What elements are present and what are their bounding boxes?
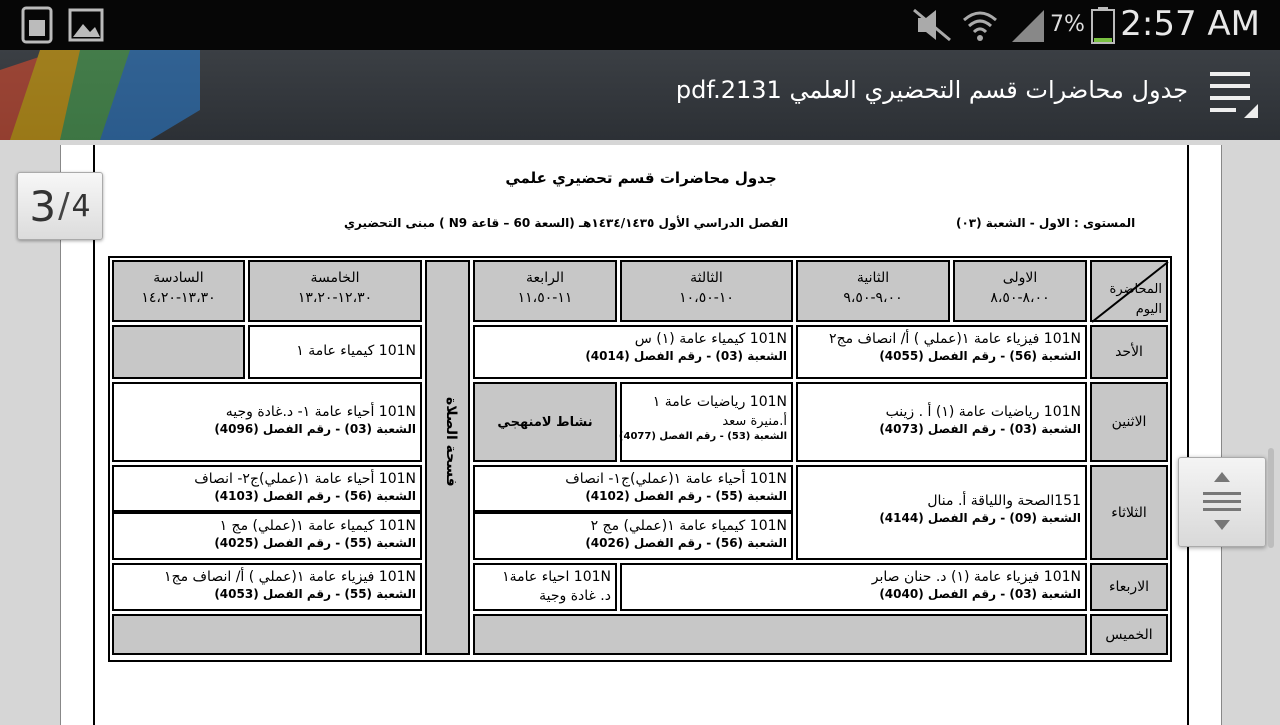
day-monday: الاثنين <box>1090 382 1168 462</box>
section-info: الشعبة (03) - رقم الفصل (4096) <box>214 422 416 436</box>
period-name: الثالثة <box>690 270 723 286</box>
teacher-name: أ.منيرة سعد <box>722 414 787 429</box>
tuesday-periods-5-6-b[interactable] <box>112 512 422 560</box>
sunday-period-5[interactable] <box>248 325 422 379</box>
gallery-icon <box>68 6 104 44</box>
period-name: الخامسة <box>310 270 360 286</box>
course-name: 101N احياء عامة١ <box>502 569 611 585</box>
course-name: 101N فيزياء عامة (١) د. حنان صابر <box>871 569 1081 585</box>
course-name: 101N رياضيات عامة ١ <box>652 394 787 410</box>
section-info: الشعبة (53) - رقم الفصل (4077) <box>618 431 787 442</box>
corner-top-label: المحاضرة <box>1109 282 1162 297</box>
corner-cell <box>1090 260 1168 322</box>
period-name: الثانية <box>856 270 890 286</box>
course-name: 101N أحياء عامة ١- د.غادة وجيه <box>225 404 416 420</box>
thursday-periods-5-6-empty <box>112 614 422 655</box>
day-thursday: الخميس <box>1090 614 1168 655</box>
schedule-title: جدول محاضرات قسم تحضيري علمي <box>505 169 777 187</box>
section-info: الشعبة (03) - رقم الفصل (4014) <box>585 349 787 363</box>
mute-icon <box>912 6 952 44</box>
list-menu-icon[interactable] <box>1206 66 1266 124</box>
monday-period-4-activity[interactable]: نشاط لامنهجي <box>473 382 617 462</box>
period-name: السادسة <box>153 270 204 286</box>
page-border-right <box>1187 145 1189 725</box>
period-time: ١١-١١،٥٠ <box>517 290 573 306</box>
course-name: 151الصحة واللياقة أ. منال <box>927 493 1081 509</box>
fast-scroll-icon <box>1179 458 1265 546</box>
period-name: الرابعة <box>526 270 564 286</box>
wednesday-periods-1-3[interactable] <box>620 563 1087 611</box>
period-header-3 <box>620 260 793 322</box>
sunday-periods-3-4[interactable] <box>473 325 793 379</box>
corner-bottom-label: اليوم <box>1135 302 1162 317</box>
period-time: ١٣،٣٠-١٤،٢٠ <box>141 290 216 306</box>
wednesday-periods-5-6[interactable] <box>112 563 422 611</box>
tuesday-periods-5-6-a[interactable] <box>112 465 422 512</box>
course-name: 101N كيمياء عامة (١) س <box>634 331 787 347</box>
teacher-name: د. غادة وجية <box>539 588 611 604</box>
period-time: ١٠-١٠،٥٠ <box>679 290 734 306</box>
thursday-periods-1-4-empty <box>473 614 1087 655</box>
level-line: المستوى : الاول - الشعبة (٠٣) <box>956 216 1136 230</box>
prayer-break-column <box>425 260 470 655</box>
document-title: جدول محاضرات قسم التحضيري العلمي pdf.2131 <box>675 76 1188 104</box>
course-name: 101N رياضيات عامة (١) أ . زينب <box>885 404 1081 420</box>
section-info: الشعبة (03) - رقم الفصل (4073) <box>879 422 1081 436</box>
course-name: 101N أحياء عامة ١(عملي)ج٢- انصاف <box>194 471 416 487</box>
app-decoration <box>0 50 200 140</box>
section-info: الشعبة (56) - رقم الفصل (4026) <box>585 536 787 550</box>
course-name: 101N فيزياء عامة ١(عملي ) أ/ انصاف مج٢ <box>829 331 1081 347</box>
current-page: 3 <box>29 181 57 231</box>
section-info: الشعبة (55) - رقم الفصل (4102) <box>585 489 787 503</box>
action-bar <box>0 50 1280 140</box>
section-info: الشعبة (55) - رقم الفصل (4053) <box>214 587 416 601</box>
clock: 2:57 AM <box>1120 4 1260 44</box>
monday-period-3[interactable] <box>620 382 793 462</box>
scrollbar[interactable] <box>1268 448 1274 548</box>
section-info: الشعبة (55) - رقم الفصل (4025) <box>214 536 416 550</box>
sunday-periods-1-2[interactable] <box>796 325 1087 379</box>
section-info: الشعبة (03) - رقم الفصل (4040) <box>879 587 1081 601</box>
sunday-period-6-empty <box>112 325 245 379</box>
total-pages: 4 <box>71 188 91 224</box>
section-info: الشعبة (56) - رقم الفصل (4103) <box>214 489 416 503</box>
status-bar <box>0 0 1280 50</box>
day-sunday: الأحد <box>1090 325 1168 379</box>
wednesday-period-4[interactable] <box>473 563 617 611</box>
signal-icon <box>1008 6 1048 44</box>
battery-icon <box>1090 6 1116 44</box>
wifi-icon <box>960 6 1000 44</box>
tuesday-periods-3-4-b[interactable] <box>473 512 793 560</box>
day-wednesday: الاربعاء <box>1090 563 1168 611</box>
course-name: 101N أحياء عامة ١(عملي)ج١- انصاف <box>565 471 787 487</box>
monday-periods-5-6[interactable] <box>112 382 422 462</box>
period-header-4 <box>473 260 617 322</box>
course-name: 101N كيمياء عامة ١ <box>296 343 416 359</box>
day-tuesday: الثلاثاء <box>1090 465 1168 560</box>
prayer-break-label: فسحة الصلاة <box>443 397 459 487</box>
sim-card-icon <box>20 6 56 44</box>
section-info: الشعبة (56) - رقم الفصل (4055) <box>879 349 1081 363</box>
course-name: 101N فيزياء عامة ١(عملي ) أ/ انصاف مج١ <box>164 569 416 585</box>
term-line: الفصل الدراسي الأول ١٤٣٤/١٤٣٥هـ (السعة 60 – قاعة N9 ) مبنى التحضيري <box>344 216 789 230</box>
period-name: الاولى <box>1002 270 1038 286</box>
course-name: 101N كيمياء عامة ١(عملي) مج ١ <box>219 518 416 534</box>
section-info: الشعبة (09) - رقم الفصل (4144) <box>879 511 1081 525</box>
timetable <box>108 256 1172 662</box>
fast-scroll-button[interactable] <box>1178 457 1266 547</box>
course-name: 101N كيمياء عامة ١(عملي) مج ٢ <box>590 518 787 534</box>
tuesday-periods-1-2[interactable] <box>796 465 1087 560</box>
period-header-5 <box>248 260 422 322</box>
period-time: ١٢،٣٠-١٣،٢٠ <box>297 290 373 306</box>
period-header-1 <box>953 260 1087 322</box>
period-header-6 <box>112 260 245 322</box>
period-time: ٩،٠٠-٩،٥٠ <box>843 290 903 306</box>
page-indicator <box>17 172 103 240</box>
battery-percent: 7% <box>1050 12 1085 37</box>
monday-periods-1-2[interactable] <box>796 382 1087 462</box>
period-header-2 <box>796 260 950 322</box>
page-separator: / <box>58 186 70 226</box>
period-time: ٨،٠٠-٨،٥٠ <box>990 290 1050 306</box>
tuesday-periods-3-4-a[interactable] <box>473 465 793 512</box>
